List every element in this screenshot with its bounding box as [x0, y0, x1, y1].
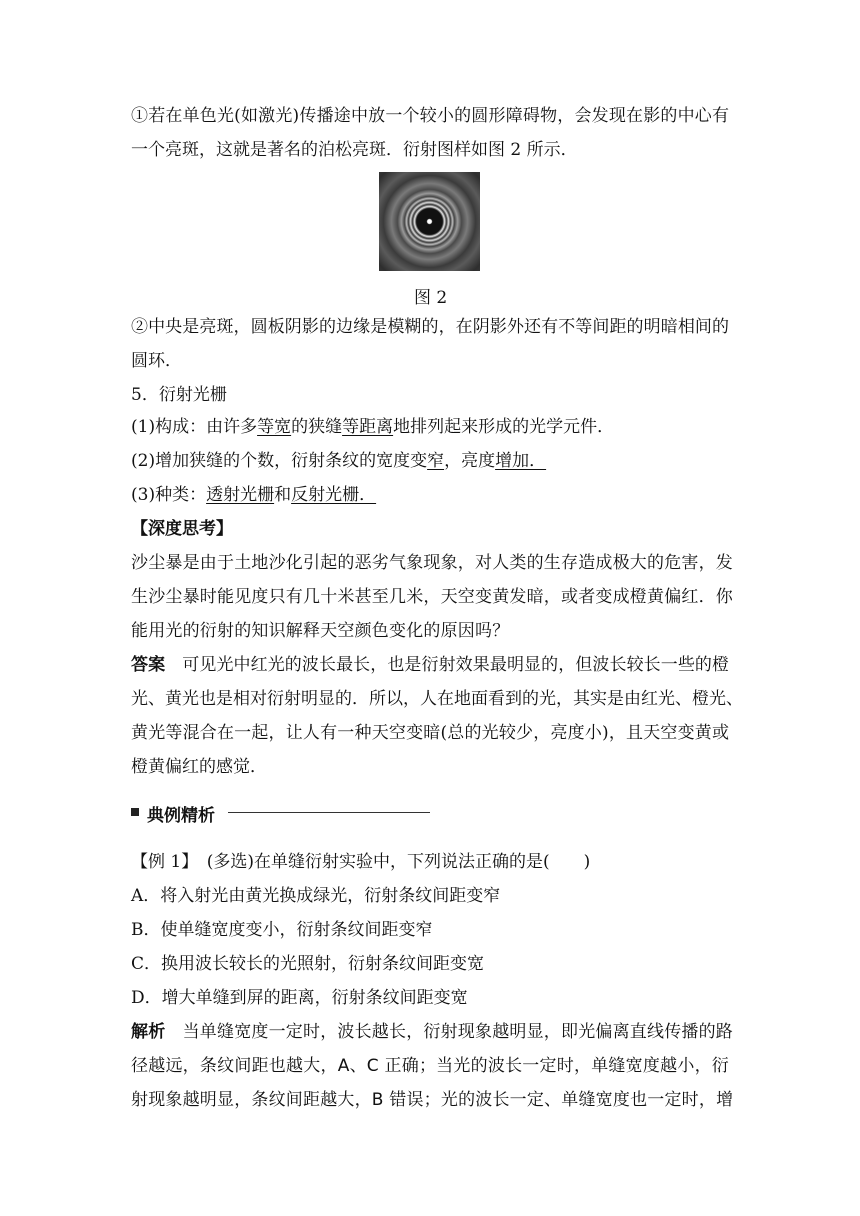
grating-composition [131, 416, 614, 438]
answer-label: 答案 [131, 655, 166, 675]
section-marker-icon [131, 808, 139, 816]
text: ，亮度 [444, 451, 496, 471]
underlined-answer: 窄 [427, 451, 445, 471]
answer-line-2: 光、黄光也是相对衍射明显的．所以，人在地面看到的光，其实是由红光、橙光、 [131, 689, 743, 709]
paragraph-center-spot-1: ②中央是亮斑，圆板阴影的边缘是模糊的，在阴影外还有不等间距的明暗相间的 [131, 317, 729, 337]
text: (2)增加狭缝的个数，衍射条纹的宽度变 [131, 451, 428, 471]
section-divider [228, 812, 430, 813]
solution-line-3: 射现象越明显，条纹间距越大，B 错误；光的波长一定、单缝宽度也一定时，增 [131, 1090, 734, 1110]
underlined-answer: 增加． [495, 451, 547, 471]
text: 的狭缝 [291, 417, 343, 437]
underlined-answer: 等距离 [342, 417, 394, 437]
underlined-answer: 等宽 [257, 417, 292, 437]
text: (多选)在单缝衍射实验中，下列说法正确的是( ) [189, 852, 591, 872]
solution-line-1 [131, 1021, 734, 1043]
solution-label: 解析 [131, 1022, 166, 1042]
heading-grating: 5．衍射光栅 [131, 385, 227, 405]
text: (1)构成：由许多 [131, 417, 258, 437]
grating-types [131, 484, 376, 506]
figure-caption: 图 2 [414, 288, 448, 308]
option-d: D．增大单缝到屏的距离，衍射条纹间距变宽 [131, 988, 468, 1008]
example-question [131, 851, 590, 873]
paragraph-poisson-2: 一个亮斑，这就是著名的泊松亮斑．衍射图样如图 2 所示． [131, 140, 578, 160]
answer-line-3: 黄光等混合在一起，让人有一种天空变暗(总的光较少，亮度小)，且天空变黄或 [131, 723, 729, 743]
answer-line-4: 橙黄偏红的感觉． [131, 757, 267, 777]
option-b: B．使单缝宽度变小，衍射条纹间距变窄 [131, 920, 433, 940]
text: 当单缝宽度一定时，波长越长，衍射现象越明显，即光偏离直线传播的路 [165, 1022, 734, 1042]
solution-line-2: 径越远，条纹间距也越大，A、C 正确；当光的波长一定时，单缝宽度越小，衍 [131, 1056, 729, 1076]
paragraph-poisson-1: ①若在单色光(如激光)传播途中放一个较小的圆形障碍物，会发现在影的中心有 [131, 106, 729, 126]
diffraction-pattern-image [379, 172, 480, 271]
underlined-answer: 反射光栅． [291, 485, 377, 505]
text: 地排列起来形成的光学元件． [393, 417, 615, 437]
text: 和 [274, 485, 292, 505]
answer-line-1 [131, 654, 729, 676]
text: 可见光中红光的波长最长，也是衍射效果最明显的，但波长较长一些的橙 [165, 655, 730, 675]
example-label: 【例 1】 [131, 852, 190, 872]
thinking-question-3: 能用光的衍射的知识解释天空颜色变化的原因吗？ [131, 621, 510, 641]
section-title: 典例精析 [147, 806, 215, 826]
deep-thinking-title: 【深度思考】 [131, 519, 233, 539]
text: (3)种类： [131, 485, 207, 505]
thinking-question-2: 生沙尘暴时能见度只有几十米甚至几米，天空变黄发暗，或者变成橙黄偏红．你 [131, 587, 733, 607]
thinking-question-1: 沙尘暴是由于土地沙化引起的恶劣气象现象，对人类的生存造成极大的危害，发 [131, 553, 733, 573]
option-c: C．换用波长较长的光照射，衍射条纹间距变宽 [131, 954, 485, 974]
option-a: A．将入射光由黄光换成绿光，衍射条纹间距变窄 [131, 886, 501, 906]
underlined-answer: 透射光栅 [206, 485, 275, 505]
paragraph-center-spot-2: 圆环． [131, 351, 182, 371]
grating-slit-count [131, 450, 546, 472]
